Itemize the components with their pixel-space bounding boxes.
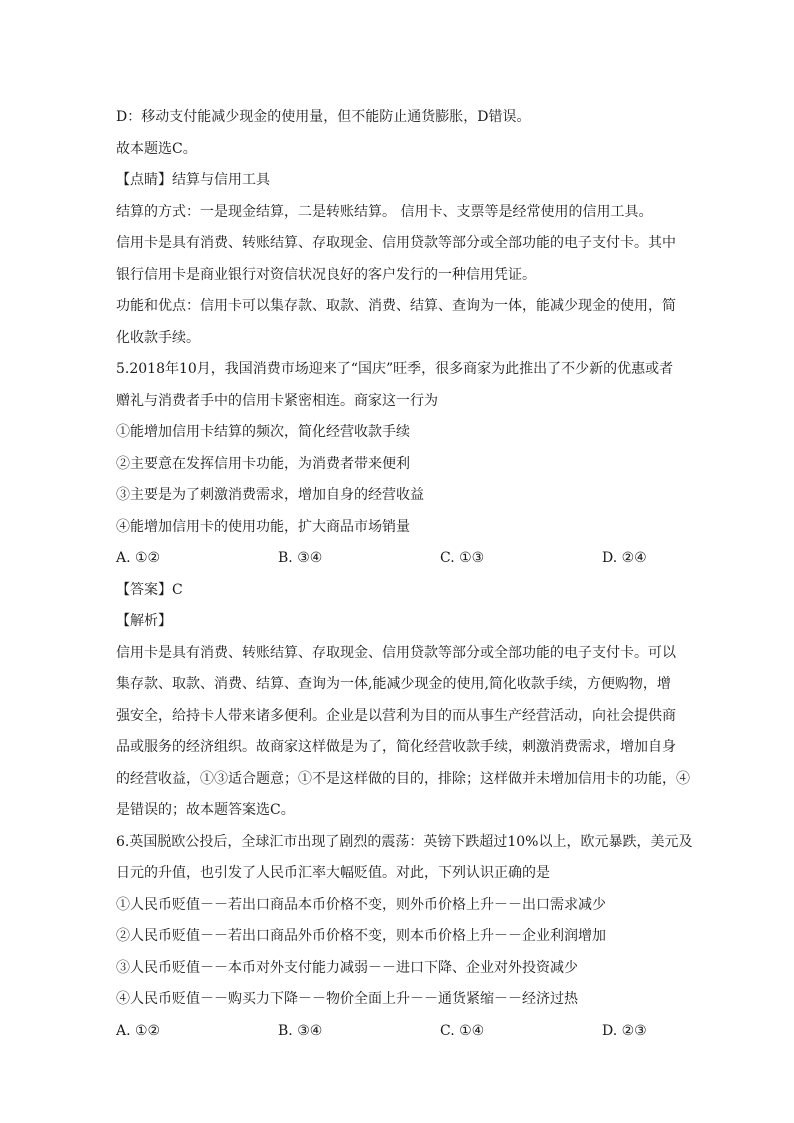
option-d: D. ②④ (602, 550, 647, 566)
text-line: 功能和优点：信用卡可以集存款、取款、消费、结算、查询为一体，能减少现金的使用，简 (116, 298, 676, 314)
answer-options (116, 1016, 664, 1048)
text-line: 银行信用卡是商业银行对资信状况良好的客户发行的一种信用凭证。 (116, 266, 536, 283)
option-c: C. ①④ (440, 1022, 485, 1039)
text-line: 化收款手续。 (116, 329, 200, 346)
analysis-line: 信用卡是具有消费、转账结算、存取现金、信用贷款等部分或全部功能的电子支付卡。可以 (116, 644, 676, 661)
text-line: 信用卡是具有消费、转账结算、存取现金、信用贷款等部分或全部功能的电子支付卡。其中 (116, 235, 676, 251)
option-b: B. ③④ (278, 550, 323, 566)
question-item: ④人民币贬值－－购买力下降－－物价全面上升－－通货紧缩－－经济过热 (116, 991, 578, 1007)
question-item: ④能增加信用卡的使用功能，扩大商品市场销量 (116, 518, 410, 535)
analysis-line: 强安全，给持卡人带来诸多便利。企业是以营利为目的而从事生产经营活动，向社会提供商 (116, 707, 676, 724)
analysis-line: 是错误的；故本题答案选C。 (116, 802, 295, 818)
question-item: ②主要意在发挥信用卡功能，为消费者带来便利 (116, 455, 410, 472)
question-6 (116, 827, 693, 1048)
question-item: ②人民币贬值－－若出口商品外币价格不变，则本币价格上升－－企业利润增加 (116, 928, 606, 944)
question-5 (116, 354, 690, 827)
option-c: C. ①③ (440, 550, 485, 566)
question-stem: 日元的升值，也引发了人民币汇率大幅贬值。对此，下列认识正确的是 (116, 865, 550, 881)
analysis-line: 品或服务的经济组织。故商家这样做是为了，简化经营收款手续，刺激消费需求，增加自身 (116, 739, 676, 755)
question-stem: 6.英国脱欧公投后，全球汇市出现了剧烈的震荡：英镑下跌超过10%以上，欧元暴跌，美元及 (116, 833, 693, 850)
question-item: ①人民币贬值－－若出口商品本币价格不变，则外币价格上升－－出口需求减少 (116, 896, 606, 913)
option-a: A. ①② (116, 550, 161, 566)
analysis-line: 的经营收益，①③适合题意；①不是这样做的目的，排除；这样做并未增加信用卡的功能，④ (116, 770, 690, 787)
section-heading-dianjing: 【点睛】结算与信用工具 (116, 172, 270, 188)
answer-options (116, 543, 664, 575)
question-item: ③人民币贬值－－本币对外支付能力减弱－－进口下降、企业对外投资减少 (116, 959, 578, 976)
question-stem: 5.2018年10月，我国消费市场迎来了“国庆”旺季，很多商家为此推出了不少新的优惠或者 (116, 361, 674, 377)
text-line: 结算的方式：一是现金结算，二是转账结算。 信用卡、支票等是经常使用的信用工具。 (116, 203, 653, 220)
document-body (116, 102, 693, 1047)
option-a: A. ①② (116, 1022, 161, 1039)
option-d: D. ②③ (602, 1022, 647, 1039)
text-line: 故本题选C。 (116, 140, 197, 157)
answer-line: 【答案】C (116, 581, 183, 598)
question-stem: 赠礼与消费者手中的信用卡紧密相连。商家这一行为 (116, 392, 438, 409)
question-item: ③主要是为了刺激消费需求，增加自身的经营收益 (116, 487, 424, 503)
analysis-heading: 【解析】 (116, 613, 172, 629)
text-line: D：移动支付能减少现金的使用量，但不能防止通货膨胀，D错误。 (116, 109, 531, 125)
option-b: B. ③④ (278, 1022, 323, 1039)
question-item: ①能增加信用卡结算的频次，简化经营收款手续 (116, 424, 410, 440)
analysis-line: 集存款、取款、消费、结算、查询为一体,能减少现金的使用,简化收款手续，方便购物，增 (116, 676, 671, 692)
